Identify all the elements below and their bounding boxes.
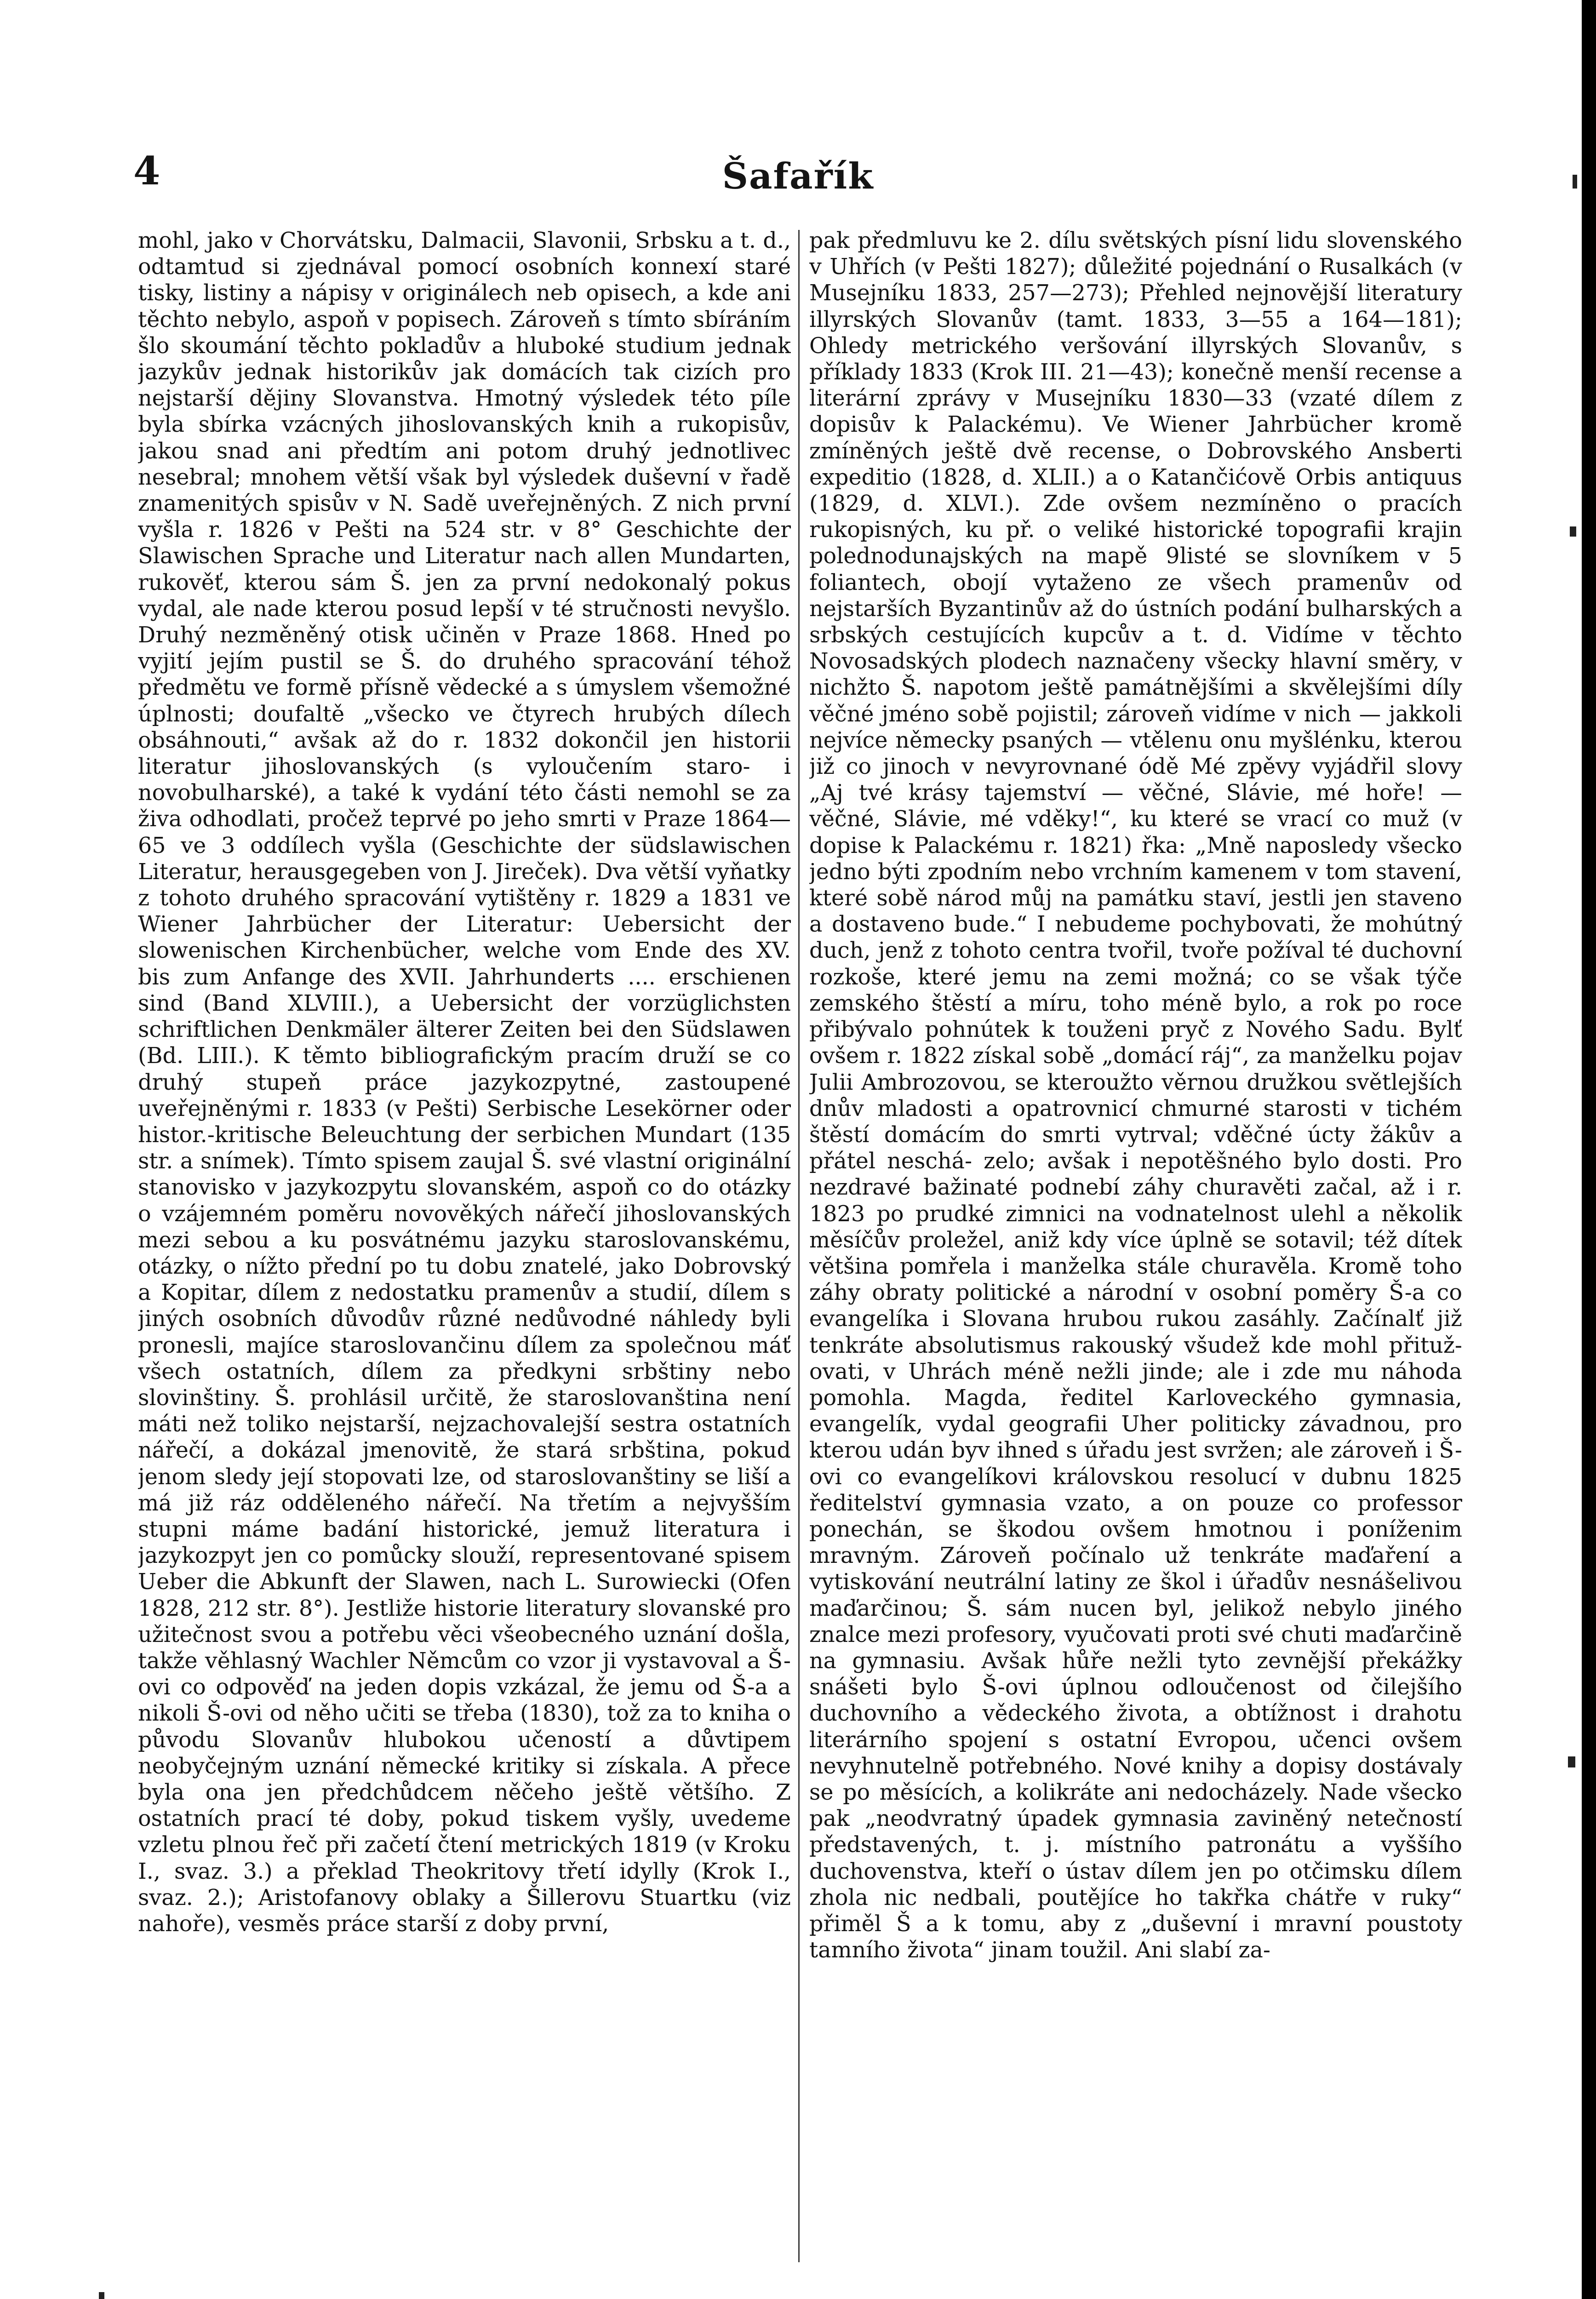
scan-speck	[1568, 1756, 1575, 1767]
scan-speck	[1570, 526, 1576, 537]
running-title: Šafařík	[722, 155, 874, 197]
page-number: 4	[133, 148, 160, 194]
scan-speck	[99, 2292, 104, 2299]
text-column-right	[809, 228, 1462, 2265]
scan-edge-right	[1582, 0, 1596, 2299]
column-divider	[798, 230, 800, 2262]
column-left-text: mohl, jako v Chorvátsku, Dalmacii, Slavonii, Srbsku a t. d., odtamtud si zjednával pomocí osobních konnexí staré tisky, listiny a nápisy v originálech neb opisech, a kde ani těchto nebylo, aspoň v popisech. Zároveň s tímto sbíráním šlo skoumání těchto pokladův a hluboké studium jednak jazykův jednak historikův jak domácích tak cizích pro nejstarší dějiny Slovanstva. Hmotný výsledek této píle byla sbírka vzácných jihoslovanských knih a rukopisův, jakou snad ani předtím ani potom druhý jednotlivec nesebral; mnohem větší však byl výsledek duševní v řadě znamenitých spisův v N. Sadě uveřejněných. Z nich první vyšla r. 1826 v Pešti na 524 str. v 8° Geschichte der Slawischen Sprache und Literatur nach allen Mundarten, rukověť, kterou sám Š. jen za první nedokonalý pokus vydal, ale nade kterou posud lepší v té stručnosti nevyšlo. Druhý nezměněný otisk učiněn v Praze 1868. Hned po vyjití jejím pustil se Š. do druhého spracování téhož předmětu ve formě přísně vědecké a s úmyslem všemožné úplnosti; doufaltě „všecko ve čtyrech hrubých dílech obsáhnouti,“ avšak až do r. 1832 dokončil jen historii literatur jihoslovanských (s vyloučením staro- i novobulharské), a také k vydání této části nemohl se za živa odhodlati, pročež teprvé po jeho smrti v Praze 1864—65 ve 3 oddílech vyšla (Geschichte der südslawischen Literatur, herausgegeben von J. Jireček). Dva větší vyňatky z tohoto druhého spracování vytištěny r. 1829 a 1831 ve Wiener Jahrbücher der Literatur: Uebersicht der slowenischen Kirchenbücher, welche vom Ende des XV. bis zum Anfange des XVII. Jahrhunderts .... erschienen sind (Band XLVIII.), a Uebersicht der vorzüglichsten schriftlichen Denkmäler älterer Zeiten bei den Südslawen (Bd. LIII.). K těmto bibliografickým pracím druží se co druhý stupeň práce jazykozpytné, zastoupené uveřejněnými r. 1833 (v Pešti) Serbische Lesekörner oder histor.-kritische Beleuchtung der serbichen Mundart (135 str. a snímek). Tímto spisem zaujal Š. své vlastní originální stanovisko v jazykozpytu slovanském, aspoň co do otázky o vzájemném poměru novověkých nářečí jihoslovanských mezi sebou a ku posvátnému jazyku staroslovanskému, otázky, o nížto přední po tu dobu znatelé, jako Dobrovský a Kopitar, dílem z nedostatku pramenův a studií, dílem s jiných osobních důvodův různé nedůvodné náhledy byli pronesli, majíce staroslovančinu dílem za společnou máť všech ostatních, dílem za předkyni srbštiny nebo slovinštiny. Š. prohlásil určitě, že staroslovanština není máti než toliko nejstarší, nejzachovalejší sestra ostatních nářečí, a dokázal jmenovitě, že stará srbština, pokud jenom sledy její stopovati lze, od staroslovanštiny se liší a má již ráz odděleného nářečí. Na třetím a nejvyšším stupni máme badání historické, jemuž literatura i jazykozpyt jen co pomůcky slouží, representované spisem Ueber die Abkunft der Slawen, nach L. Surowiecki (Ofen 1828, 212 str. 8°). Jestliže historie literatury slovanské pro užitečnost svou a potřebu věci všeobecného uznání došla, takže věhlasný Wachler Němcům co vzor ji vystavoval a Š-ovi co odpověď na jeden dopis vzkázal, že jemu od Š-a a nikoli Š-ovi od něho učiti se třeba (1830), tož za to kniha o původu Slovanův hlubokou učeností a důvtipem neobyčejným uznání německé kritiky si získala. A přece byla ona jen předchůdcem něčeho ještě většího. Z ostatních prací té doby, pokud tiskem vyšly, uvedeme vzletu plnou řeč při začetí čtení metrických 1819 (v Kroku I., svaz. 3.) a překlad Theokritovy třetí idylly (Krok I., svaz. 2.); Aristofanovy oblaky a Šillerovu Stuartku (viz nahoře), vesměs práce starší z doby první,	[138, 228, 791, 1937]
column-right-text: pak předmluvu ke 2. dílu světských písní lidu slovenského v Uhřích (v Pešti 1827); důležité pojednání o Rusalkách (v Musejníku 1833, 257—273); Přehled nejnovější literatury illyrských Slovanův (tamt. 1833, 3—55 a 164—181); Ohledy metrického veršování illyrských Slovanův, s příklady 1833 (Krok III. 21—43); konečně menší recense a literární zprávy v Musejníku 1830—33 (vzaté dílem z dopisův k Palackému). Ve Wiener Jahrbücher kromě zmíněných ještě dvě recense, o Dobrovského Ansberti expeditio (1828, d. XLII.) a o Katančićově Orbis antiquus (1829, d. XLVI.). Zde ovšem nezmíněno o pracích rukopisných, ku př. o veliké historické topografii krajin polednodunajských na mapě 9listé se slovníkem v 5 foliantech, obojí vytaženo ze všech pramenův od nejstarších Byzantinův až do ústních podání bulharských a srbských cestujících kupcův a t. d. Vidíme v těchto Novosadských plodech naznačeny všecky hlavní směry, v nichžto Š. napotom ještě památnějšími a skvělejšími díly věčné jméno sobě pojistil; zároveň vidíme v nich — jakkoli nejvíce německy psaných — vtělenu onu myšlénku, kterou již co jinoch v nevyrovnané ódě Mé zpěvy vyjádřil slovy „Aj tvé krásy tajemství — věčné, Slávie, mé hoře! — věčné, Slávie, mé vděky!“, ku které se vrací co muž (v dopise k Palackému r. 1821) řka: „Mně naposledy všecko jedno býti zpodním nebo vrchním kamenem v tom stavení, které sobě národ můj na památku staví, jestli jen staveno a dostaveno bude.“ I nebudeme pochybovati, že mohútný duch, jenž z tohoto centra tvořil, tvoře požíval té duchovní rozkoše, které jemu na zemi možná; co se však týče zemského štěstí a míru, toho méně bylo, a rok po roce přibývalo pohnútek k touženi pryč z Nového Sadu. Bylť ovšem r. 1822 získal sobě „domácí ráj“, za manželku pojav Julii Ambrozovou, se kteroužto věrnou družkou světlejších dnův mladosti a opatrovnicí chmurné starosti v tichém štěstí domácím do smrti vytrval; vděčné úcty žákův a přátel neschá- zelo; avšak i nepotěšného bylo dosti. Pro nezdravé bažinaté podnebí záhy churavěti začal, až i r. 1823 po prudké zimnici na vodnatelnost ulehl a několik měsíčův proležel, aniž kdy více úplně se sotavil; též dítek většina pomřela i manželka stále churavěla. Kromě toho záhy obraty politické a národní v osobní poměry Š-a co evangelíka i Slovana hrubou rukou zasáhly. Začínalť již tenkráte absolutismus rakouský všudež kde mohl přitužovati, v Uhrách méně nežli jinde; ale i zde mu náhoda pomohla. Magda, ředitel Karloveckého gymnasia, evangelík, vydal geografii Uher politicky závadnou, pro kterou udán byv ihned s úřadu jest svržen; ale zároveň i Š-ovi co evangelíkovi královskou resolucí v dubnu 1825 ředitelství gymnasia vzato, a on pouze co professor ponechán, se škodou ovšem hmotnou i poníženim mravným. Zároveň počínalo už tenkráte maďaření a vytiskování neutrální latiny ze škol i úřadův nesnášelivou maďarčinou; Š. sám nucen byl, jelikož nebylo jiného znalce mezi profesory, vyučovati proti své chuti maďarčině na gymnasiu. Avšak hůře nežli tyto zevnější překážky snášeti bylo Š-ovi úplnou odloučenost od čilejšího duchovního a vědeckého života, a obtížnost i drahotu literárního spojení s ostatní Evropou, učenci ovšem nevyhnutelně potřebného. Nové knihy a dopisy dostávaly se po měsících, a kolikráte ani nedocházely. Nade všecko pak „neodvratný úpadek gymnasia zaviněný netečností představených, t. j. místního patronátu a vyššího duchovenstva, kteří o ústav dílem jen po otčimsku dílem zhola nic nedbali, poutějíce ho takřka chátře v ruky“ přiměl Š a k tomu, aby z „duševní i mravní poustoty tamního života“ jinam toužil. Ani slabí za-	[809, 228, 1462, 1963]
text-column-left	[138, 228, 791, 2265]
